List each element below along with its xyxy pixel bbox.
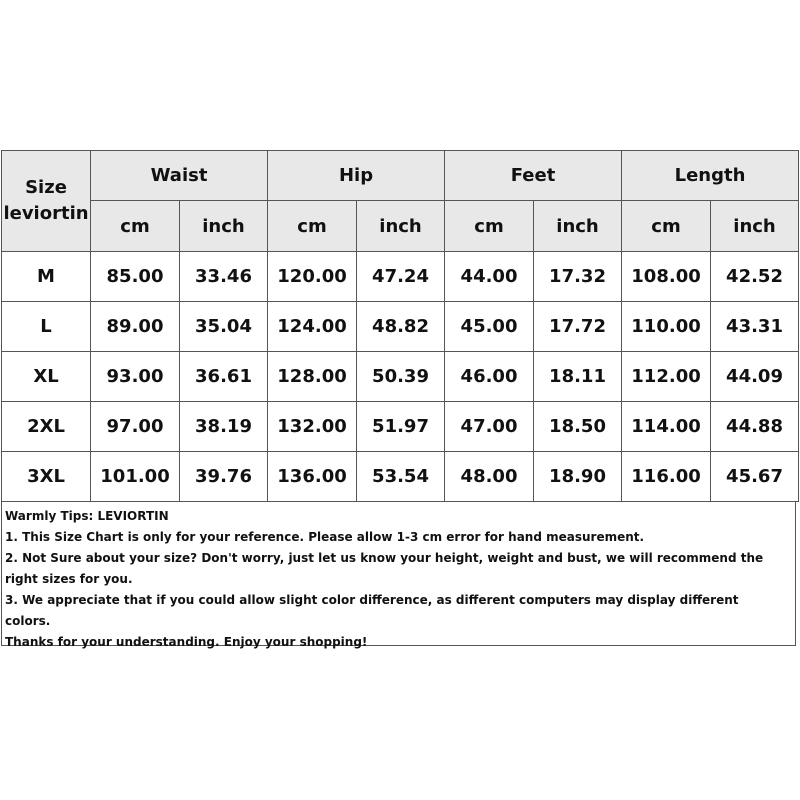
size-cell: L — [2, 302, 91, 352]
table-row — [2, 402, 799, 452]
measurement-cell: 97.00 — [91, 402, 180, 452]
measurement-cell: 48.00 — [445, 452, 534, 502]
measurement-cell: 35.04 — [180, 302, 268, 352]
measurement-cell: 42.52 — [711, 252, 799, 302]
unit-header: inch — [357, 201, 445, 252]
measurement-cell: 132.00 — [268, 402, 357, 452]
measurement-cell: 53.54 — [357, 452, 445, 502]
measurement-cell: 114.00 — [622, 402, 711, 452]
measurement-cell: 101.00 — [91, 452, 180, 502]
measurement-cell: 128.00 — [268, 352, 357, 402]
measurement-cell: 18.90 — [534, 452, 622, 502]
unit-header-row — [2, 201, 799, 252]
unit-header: cm — [445, 201, 534, 252]
measurement-cell: 85.00 — [91, 252, 180, 302]
brand-label: leviortin — [3, 203, 89, 224]
measurement-cell: 39.76 — [180, 452, 268, 502]
measurement-cell: 136.00 — [268, 452, 357, 502]
tips-panel — [1, 502, 796, 649]
waist-header: Waist — [91, 151, 268, 201]
tip-line: 3. We appreciate that if you could allow slight color difference, as different computers may display different colors. — [5, 593, 739, 628]
measurement-cell: 45.00 — [445, 302, 534, 352]
measurement-cell: 47.24 — [357, 252, 445, 302]
measurement-cell: 110.00 — [622, 302, 711, 352]
measurement-cell: 43.31 — [711, 302, 799, 352]
unit-header: cm — [622, 201, 711, 252]
size-cell: XL — [2, 352, 91, 402]
tips-title: Warmly Tips: LEVIORTIN — [5, 509, 169, 523]
unit-header: inch — [534, 201, 622, 252]
group-header-row — [2, 151, 799, 201]
unit-header: inch — [711, 201, 799, 252]
measurement-cell: 50.39 — [357, 352, 445, 402]
measurement-cell: 48.82 — [357, 302, 445, 352]
measurement-cell: 38.19 — [180, 402, 268, 452]
measurement-cell: 44.00 — [445, 252, 534, 302]
measurement-cell: 112.00 — [622, 352, 711, 402]
measurement-cell: 44.88 — [711, 402, 799, 452]
size-column-header — [2, 151, 91, 252]
hip-header: Hip — [268, 151, 445, 201]
table-row — [2, 452, 799, 502]
measurement-cell: 47.00 — [445, 402, 534, 452]
size-cell: M — [2, 252, 91, 302]
tip-line: 1. This Size Chart is only for your reference. Please allow 1-3 cm error for hand measurement. — [5, 530, 645, 544]
table-row — [2, 352, 799, 402]
unit-header: cm — [91, 201, 180, 252]
length-header: Length — [622, 151, 799, 201]
unit-header: cm — [268, 201, 357, 252]
unit-header: inch — [180, 201, 268, 252]
measurement-cell: 108.00 — [622, 252, 711, 302]
measurement-cell: 89.00 — [91, 302, 180, 352]
measurement-cell: 116.00 — [622, 452, 711, 502]
measurement-cell: 33.46 — [180, 252, 268, 302]
tip-line: 2. Not Sure about your size? Don't worry, just let us know your height, weight and bust, we will recommend the right sizes for you. — [5, 551, 764, 586]
measurement-cell: 18.50 — [534, 402, 622, 452]
measurement-cell: 45.67 — [711, 452, 799, 502]
size-table — [1, 150, 799, 502]
table-row — [2, 302, 799, 352]
tips-closing: Thanks for your understanding. Enjoy your shopping! — [5, 635, 368, 649]
size-cell: 3XL — [2, 452, 91, 502]
measurement-cell: 120.00 — [268, 252, 357, 302]
size-cell: 2XL — [2, 402, 91, 452]
measurement-cell: 93.00 — [91, 352, 180, 402]
size-label: Size — [25, 177, 67, 198]
measurement-cell: 18.11 — [534, 352, 622, 402]
table-row — [2, 252, 799, 302]
measurement-cell: 44.09 — [711, 352, 799, 402]
measurement-cell: 17.72 — [534, 302, 622, 352]
measurement-cell: 124.00 — [268, 302, 357, 352]
measurement-cell: 36.61 — [180, 352, 268, 402]
measurement-cell: 51.97 — [357, 402, 445, 452]
measurement-cell: 17.32 — [534, 252, 622, 302]
feet-header: Feet — [445, 151, 622, 201]
measurement-cell: 46.00 — [445, 352, 534, 402]
size-chart — [1, 150, 798, 649]
